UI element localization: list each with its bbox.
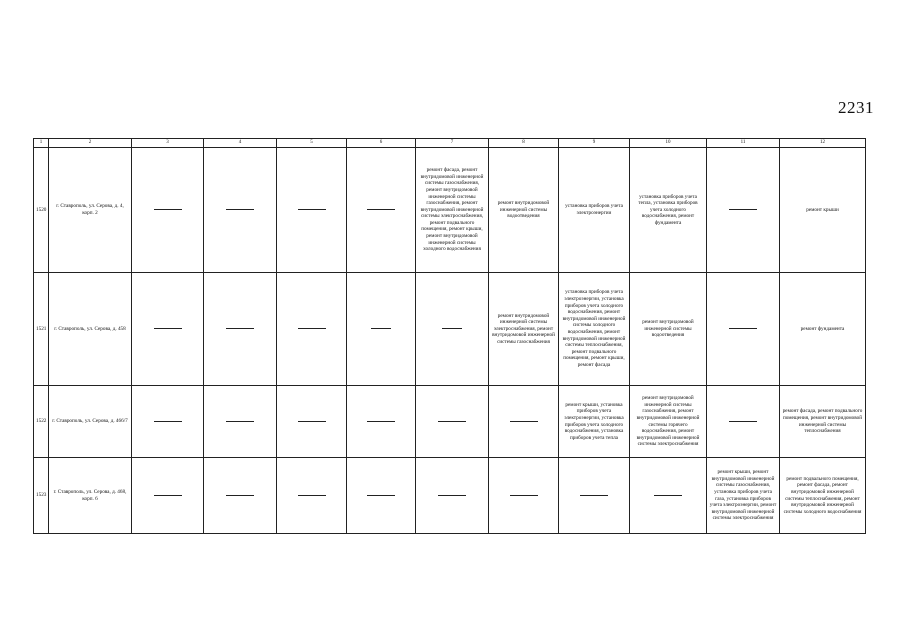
table-row — [34, 386, 866, 458]
works-col-11: ремонт крыши, ремонт внутридомовой инженерной системы газоснабжения, установка приборов учета газа, установка приборов учета электроэнергии, ремонт внутридомовой инженерной системы электроснабжения — [707, 458, 780, 534]
col-header: 7 — [416, 139, 489, 148]
works-col-9: установка приборов учета электроэнергии, установка приборов учета холодного водоснабжения, ремонт внутридомовой инженерной системы холодного водоснабжения, ремонт внутридомовой инженерной системы теплоснабжения, ремонт подвального помещения, ремонт крыши, ремонт фасада — [559, 273, 630, 386]
row-number: 1523 — [34, 458, 49, 534]
empty-dash — [204, 148, 277, 273]
empty-dash — [489, 458, 559, 534]
col-header: 8 — [489, 139, 559, 148]
works-col-12: ремонт крыши — [780, 148, 866, 273]
col-header: 9 — [559, 139, 630, 148]
col-header: 5 — [277, 139, 347, 148]
col-header: 1 — [34, 139, 49, 148]
empty-dash — [277, 273, 347, 386]
empty-dash — [630, 458, 707, 534]
col-header: 12 — [780, 139, 866, 148]
works-col-9: ремонт крыши, установка приборов учета электроэнергии, установка приборов учета холодного водоснабжения, установка приборов учета тепла — [559, 386, 630, 458]
row-number: 1520 — [34, 148, 49, 273]
row-number: 1521 — [34, 273, 49, 386]
empty-dash — [416, 273, 489, 386]
empty-dash — [277, 148, 347, 273]
col-header: 2 — [49, 139, 132, 148]
empty-dash — [707, 148, 780, 273]
column-number-row — [34, 139, 866, 148]
works-col-8: ремонт внутридомовой инженерной системы электроснабжения, ремонт внутридомовой инженерной системы газоснабжения — [489, 273, 559, 386]
empty-dash — [347, 273, 416, 386]
empty-dash — [347, 386, 416, 458]
empty-dash — [132, 458, 204, 534]
empty-dash — [204, 386, 277, 458]
empty-dash — [132, 148, 204, 273]
page-number: 2231 — [838, 98, 874, 117]
empty-dash — [707, 273, 780, 386]
works-col-10: ремонт внутридомовой инженерной системы водоотведения — [630, 273, 707, 386]
works-col-12: ремонт фасада, ремонт подвального помещения, ремонт внутридомовой инженерной системы теплоснабжения — [780, 386, 866, 458]
row-address: г. Ставрополь, ул. Серова, д. 458 — [49, 273, 132, 386]
works-col-12: ремонт подвального помещения, ремонт фасада, ремонт внутридомовой инженерной системы теплоснабжения, ремонт внутридомовой инженерной системы холодного водоснабжения — [780, 458, 866, 534]
empty-dash — [416, 458, 489, 534]
empty-dash — [132, 273, 204, 386]
works-col-12: ремонт фундамента — [780, 273, 866, 386]
empty-dash — [132, 386, 204, 458]
empty-dash — [204, 273, 277, 386]
row-number: 1522 — [34, 386, 49, 458]
empty-dash — [204, 458, 277, 534]
works-col-9: установка приборов учета электроэнергии — [559, 148, 630, 273]
empty-dash — [277, 386, 347, 458]
col-header: 11 — [707, 139, 780, 148]
works-col-8: ремонт внутридомовой инженерной системы водоотведения — [489, 148, 559, 273]
empty-dash — [489, 386, 559, 458]
table-row — [34, 148, 866, 273]
works-col-10: ремонт внутридомовой инженерной системы газоснабжения, ремонт внутридомовой инженерной системы горячего водоснабжения, ремонт внутридомовой инженерной системы электроснабжения — [630, 386, 707, 458]
works-col-7: ремонт фасада, ремонт внутридомовой инженерной системы газоснабжения, ремонт внутридомовой инженерной системы газоснабжения, ремонт внутридомовой инженерной системы электроснабжения, ремонт подвального помещения, ремонт крыши, ремонт внутридомовой инженерной системы холодного водоснабжения — [416, 148, 489, 273]
table-row — [34, 273, 866, 386]
empty-dash — [707, 386, 780, 458]
col-header: 3 — [132, 139, 204, 148]
empty-dash — [416, 386, 489, 458]
col-header: 10 — [630, 139, 707, 148]
col-header: 4 — [204, 139, 277, 148]
empty-dash — [559, 458, 630, 534]
empty-dash — [277, 458, 347, 534]
table-row — [34, 458, 866, 534]
row-address: г. Ставрополь, ул. Серова, д. 466/7 — [49, 386, 132, 458]
empty-dash — [347, 458, 416, 534]
repair-schedule-table — [33, 138, 866, 534]
works-col-10: установка приборов учета тепла, установка приборов учета холодного водоснабжения, ремонт фундамента — [630, 148, 707, 273]
row-address: г. Ставрополь, ул. Серова, д. 468, корп. 6 — [49, 458, 132, 534]
empty-dash — [347, 148, 416, 273]
col-header: 6 — [347, 139, 416, 148]
row-address: г. Ставрополь, ул. Серова, д. 4, корп. 2 — [49, 148, 132, 273]
